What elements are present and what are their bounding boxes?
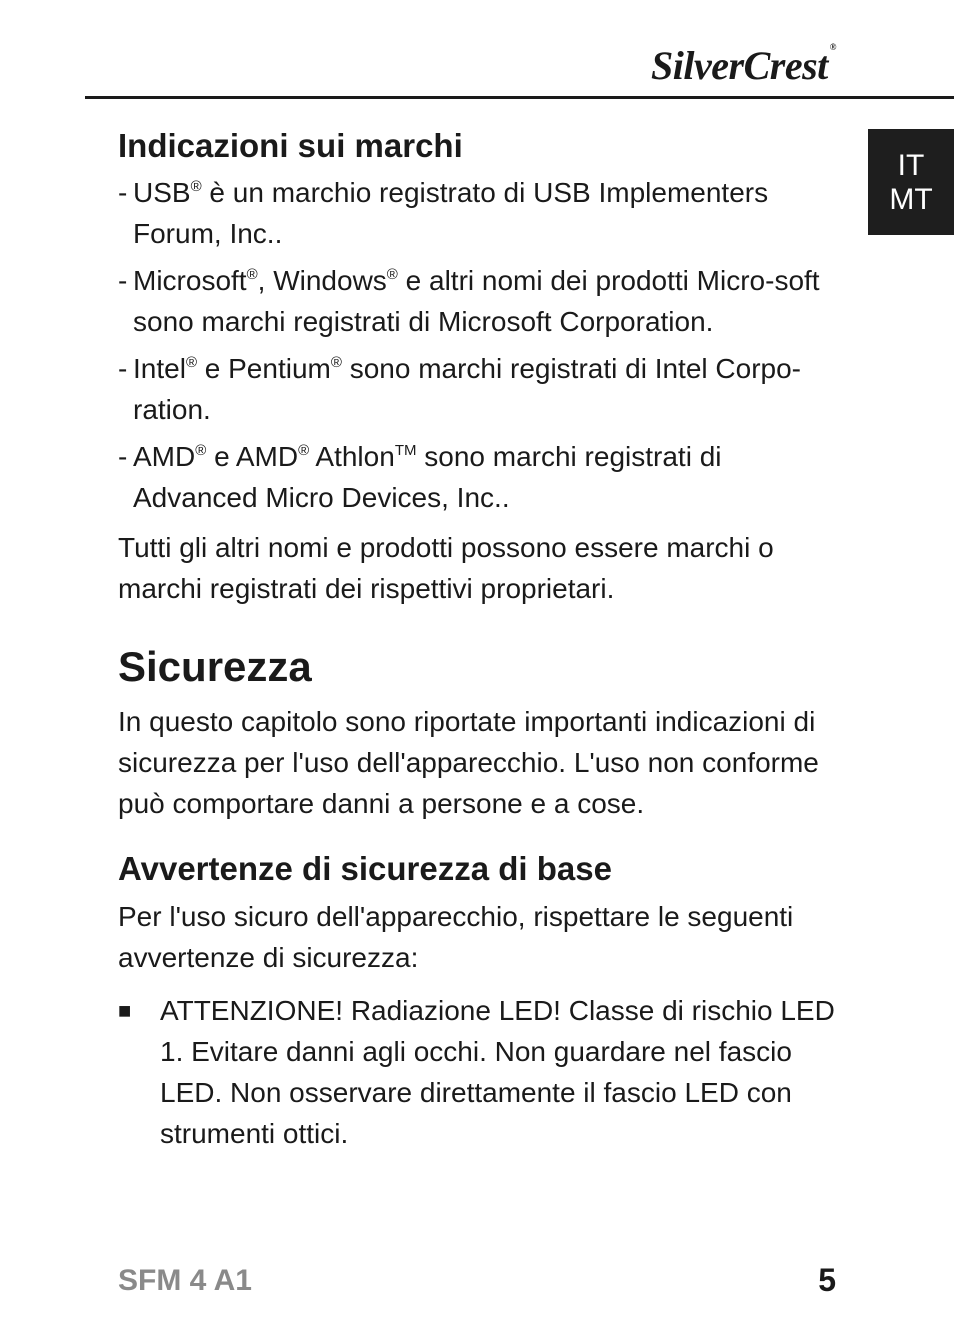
trademark-item-amd: - AMD® e AMD® Athlon™ sono marchi registrati di Advanced Micro Devices, Inc.. — [118, 436, 838, 518]
safety-intro-paragraph: In questo capitolo sono riportate importanti indicazioni di sicurezza per l'uso dell'apparecchio. L'uso non conforme può comportare danni a persone e a cose. — [118, 706, 819, 819]
language-code-mt: MT — [889, 183, 933, 216]
led-warning-item — [118, 990, 838, 1154]
trademark-item-intel: - Intel® e Pentium® sono marchi registrati di Intel Corpo-ration. — [118, 348, 838, 430]
basic-safety-heading: Avvertenze di sicurezza di base — [118, 850, 612, 887]
language-code-it: IT — [897, 149, 925, 182]
trademarks-list — [118, 172, 838, 524]
trademark-item-usb: - USB® è un marchio registrato di USB Implementers Forum, Inc.. — [118, 172, 838, 254]
footer-model-number: SFM 4 A1 — [118, 1264, 252, 1297]
led-warning-text: ATTENZIONE! Radiazione LED! Classe di rischio LED 1. Evitare danni agli occhi. Non guardare nel fascio LED. Non osservare direttamente il fascio LED con strumenti ottici. — [160, 995, 835, 1149]
square-bullet-icon: ■ — [118, 998, 132, 1023]
language-tab — [868, 129, 954, 235]
trademarks-heading: Indicazioni sui marchi — [118, 127, 463, 164]
header-rule — [85, 96, 954, 99]
safety-heading: Sicurezza — [118, 643, 312, 690]
brand-name: SilverCrest — [651, 43, 828, 88]
footer-page-number: 5 — [818, 1262, 836, 1298]
basic-safety-intro: Per l'uso sicuro dell'apparecchio, rispettare le seguenti avvertenze di sicurezza: — [118, 901, 794, 973]
trademark-item-microsoft: - Microsoft®, Windows® e altri nomi dei prodotti Micro-soft sono marchi registrati di Microsoft Corporation. — [118, 260, 838, 342]
brand-logo — [651, 42, 836, 89]
trademarks-others-paragraph: Tutti gli altri nomi e prodotti possono essere marchi o marchi registrati dei rispettivi proprietari. — [118, 532, 774, 604]
brand-registered-mark: ® — [829, 42, 836, 52]
